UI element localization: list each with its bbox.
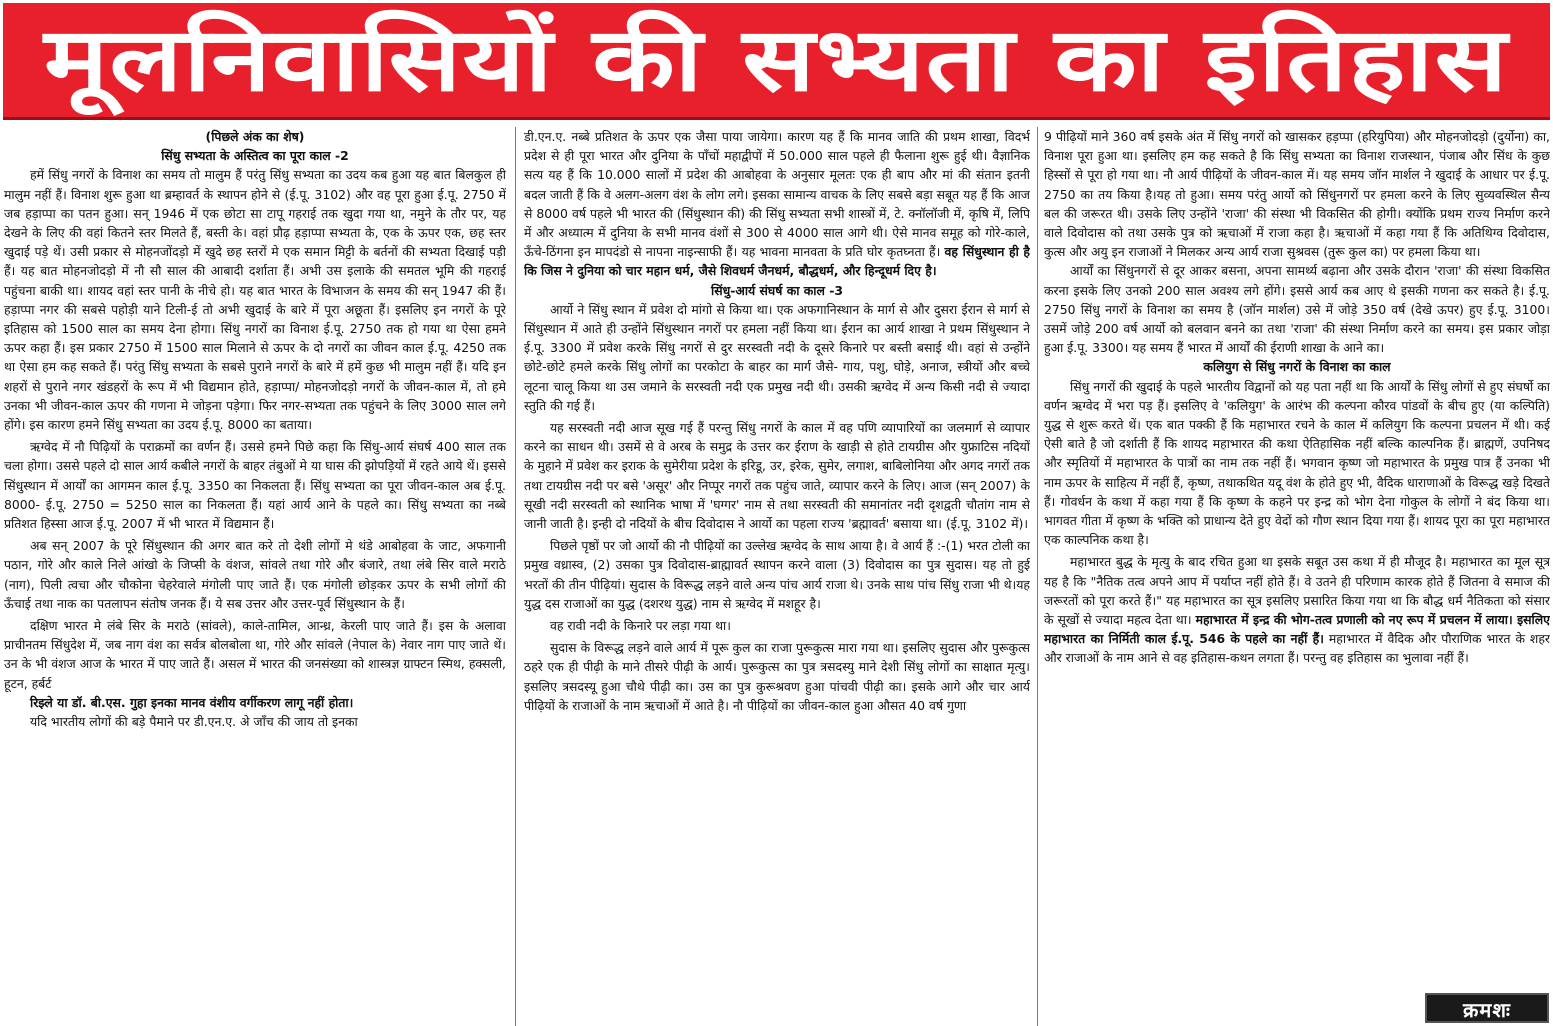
paragraph: अब सन् 2007 के पूरे सिंधुस्थान की अगर बात करे तो देशी लोगों मे थंडे आबोहवा के जाट, अफगानी पठान, गोरे और काले निले आंखो के जिप्सी के वंशज, सांवले तथा गोरे और बंजारे, तथा लंबे सिर वाले मराठे (नाग), पिली त्वचा और चौकोना चेहरेवाले मंगोली पाए जाते हैं। एक मंगोली छोड़कर ऊपर के सभी लोगों की ऊँचाई तथा नाक का पतलापन संतोष जनक हैं। ये सब उत्तर और उत्तर-पूर्व सिंधुस्थान के हैं। xyxy=(4,538,506,611)
paragraph: ऋग्वेद में नौ पिढ़ियों के पराक्रमों का वर्णन हैं। उससे हमने पिछे कहा कि सिंधु-आर्य संघर्ष 400 साल तक चला होगा। उससे पहले दो साल आर्य कबीले नगरों के बाहर तंबुओं मे या घास की झोपड़ियों में रहते आये थें। इससे सिंधुस्थान में आर्यों का आगमन काल ई.पू. 3350 का निकलता हैं। सिंधु सभ्यता का पूरा जीवन-काल अब ई.पू. 8000- ई.पू. 2750 = 5250 साल का निकलता हैं। यहां आर्य आने के पहले का। सिंधु सभ्यता का नब्बे प्रतिशत हिस्सा आज ई.पू. 2007 में भी भारत में विद्यमान हैं। xyxy=(4,439,506,532)
paragraph-text: महाभारत बुद्ध के मृत्यु के बाद रचित हुआ था इसके सबूत उस कथा में ही मौजूद है। महाभारत का मूल सूत्र यह है कि "नैतिक तत्व अपने आप में पर्याप्त नहीं होते हैं। वे उतने ही परिणाम कारक होते हैं जितना वे समाज की जरूरतों को पूरा करते हैं।" यह महाभारत का सूत्र इसलिए प्रसारित किया गया था कि बौद्ध धर्म नैतिकता को संसार के सूखों से ज्यादा महत्व देता था। xyxy=(1044,554,1550,628)
article-column-1 xyxy=(4,127,506,1026)
paragraph: 9 पीढ़ियों माने 360 वर्ष इसके अंत में सिंधु नगरों को खासकर हड़प्पा (हरियुपिया) और मोहनजोदड़ो (दुर्योना) का, विनाश पूरा हुआ था। इसलिए हम कह सकते है कि सिंधु सभ्यता का विनाश राजस्थान, पंजाब और सिंध के कुछ हिस्सों से पूरा हो गया था। नौ आर्य पीढ़ियों के जीवन-काल में। यह समय जॉन मार्शल ने खुदाई के आधार पर ई.पू. 2750 का तय किया है।यह तो हुआ। समय परंतु आर्यो को सिंधुनगरों पर हमला करने के लिए सुव्यवस्थिल सैन्य बल की जरूरत थी। उसके लिए उन्होंने 'राजा' की संस्था भी विकसित की होगी। क्योंकि प्रथम राज्य निर्माण करने वाले दिवोदास को तथा उसके पुत्र को ऋचाओं में राजा कहा है। ऋचाओं में कहा गया हैं कि अतिथिग्व दिवोदास, कुत्स और अयु इन राजाओं ने मिलकर अन्य आर्य राजा सुश्रवस (तुरू कुल का) पर हमला किया था। xyxy=(1044,129,1550,260)
paragraph: सिंधु नगरों की खुदाई के पहले भारतीय विद्वानों को यह पता नहीं था कि आर्यों के सिंधु लोगों से हुए संघर्षो का वर्णन ऋग्वेद में भरा पड़ हैं। इसलिए वे 'कलियुग' के आरंभ की कल्पना कौरव पांडवों के बीच हुए (या कल्पिति) युद्ध से शुरू करते थें। एक बात पक्की हैं कि महाभारत रचने के काल में कलियुग कि कल्पना प्रचलन में थी। कई ऐसी बाते है जो दर्शाती हैं कि शायद महाभारत की कथा ऐतिहासिक नहीं बल्कि काल्पनिक हैं। ब्राह्मणें, उपनिषद और स्मृतियों में महाभारत के पात्रों का नाम तक नहीं हैं। भगवान कृष्ण जो महाभारत के प्रमुख पात्र हैं उनका भी नाम ऊपर के साहित्य में नहीं हैं, कृष्ण, तथाकथित यदू वंश के होते हुए भी, वैदिक धाराणाओं के विरूद्ध खड़े दिखते हैं। गोवर्धन के कथा में कहा गया हैं कि कृष्ण के कहने पर इन्द्र को भोग देना गोकुल के लोगों ने बंद किया था। भागवत गीता में कृष्ण के भक्ति को प्राधान्य देते हुए वेदों को गौण स्थान दिया गया हैं। शायद पूरा का पूरा महाभारत एक काल्पनिक कथा है। xyxy=(1044,378,1550,548)
paragraph-text: महाभारत में वैदिक और पौराणिक भारत के शहर और राजाओं के नाम आने से वह इतिहास-कथन लगता हैं। परन्तु वह इतिहास का भुलावा नहीं हैं। xyxy=(1044,631,1550,666)
masthead-banner xyxy=(3,3,1550,120)
bold-statement: महाभारत में इन्द्र की भोग-तत्व प्रणाली को नए रूप में प्रचलन में लाया। इसलिए महाभारत का निर्मिती काल ई.पू. 546 के पहले का नहीं हैं। xyxy=(1044,612,1550,647)
paragraph-text: डी.एन.ए. नब्बे प्रतिशत के ऊपर एक जैसा पाया जायेगा। कारण यह हैं कि मानव जाति की प्रथम शाखा, विदर्भ प्रदेश से ही पूरा भारत और दुनिया के पाँचों महाद्वीपों में 50.000 साल पहले ही फैलाना शुरू हुई थी। वैज्ञानिक सत्य यह हैं कि 10.000 सालों में प्रदेश की आबोहवा के अनुसार मूलतः एक ही बाप और मां की संतान इतनी बदल जाती हैं कि वे अलग-अलग वंश के लोग लगे। इसका सामान्य वाचक के लिए सबसे बड़ा सबूत यह हैं कि आज से 8000 वर्ष पहले भी भारत की (सिंधुस्थान की) की सिंधु सभ्यता सभी शास्त्रों में, टे. क्नॉलॉजी में, कृषि में, लिपि में और अध्यात्म में दुनिया के सभी मानव वंशों से 300 से 4000 साल आगे थी। ऐसे मानव समूह को गोरे-काले, ऊँचे-ठिंगना इन मापदंडो से नापना नाइन्साफी हैं। यह भावना मानवता के प्रति घोर कृतघ्नता हैं। xyxy=(524,129,1030,260)
paragraph: यदि भारतीय लोगों की बड़े पैमाने पर डी.एन.ए. अे जाँच की जाय तो इनका xyxy=(30,714,358,730)
paragraph: आर्यों का सिंधुनगरों से दूर आकर बसना, अपना सामर्थ्य बढ़ाना और उसके दौरान 'राजा' की संस्था विकसित करना इसके लिए उनको 200 साल अवश्य लगे होंगे। इससे आर्य कब आए थे इसकी गणना कर सकते है। ई.पू. 2750 सिंधु नगरों के विनाश का समय है (जॉन मार्शल) उसे में जोड़े 350 वर्ष (देखे ऊपर) हुए ई.पू. 3100। उसमें जोड़े 200 वर्ष आर्यो को बलवान बनने का तथा 'राजा' की संस्था निर्माण करने का समय। इस प्रकार जोड़ा हुआ ई.पू. 3300। यह समय हैं भारत में आर्यों की ईराणी शाखा के आने का। xyxy=(1044,263,1550,356)
paragraph: आर्यो ने सिंधु स्थान में प्रवेश दो मांगो से किया था। एक अफगानिस्थान के मार्ग से और दुसरा ईरान से मार्ग से सिंधुस्थान में आते ही उन्होंने सिंधुस्थान नगरों पर हमला नहीं किया था। ईरान का आर्य शाखा ने प्रथम सिंधुस्थान ने ई.पू. 3300 में प्रवेश करके सिंधु नगरों से दुर सरस्वती नदी के दूसरे किनारे पर बस्ती बसाई थी। वहां से उन्होंने छोटे-छोटे हमले करके सिंधु लोगों का परकोटा के बाहर का मार्ग जैसे- गाय, पशु, घोड़े, अनाज, स्त्रीयों और बच्चे लूटना चालू किया था उस जमाने के सरस्वती नदी एक प्रमुख नदी थी। उसकी ऋग्वेद में अन्य किसी नदी से ज्यादा स्तुति की गई हैं। xyxy=(524,301,1030,413)
article-column-3 xyxy=(1044,127,1550,1026)
article-column-2 xyxy=(524,127,1030,1026)
paragraph xyxy=(524,127,1030,281)
paragraph: यह सरस्वती नदी आज सूख गई हैं परन्तु सिंधु नगरों के काल में वह पणि व्यापारियों का जलमार्ग से व्यापार करने का साधन थी। उसमें से वे अरब के समुद्र के उत्तर कर ईराण के खाड़ी से होते टायग्रीस और युफ्राटिस नदियों के मुहाने में प्रवेश कर इराक के सुमेरीया प्रदेश के इरिडू, उर, इरेक, सुमेर, लगाश, बाबिलोनिया और अगद नगरों तक तथा टायग्रीस नदी पर बसे 'असूर' और निप्पूर नगरों तक पहुंच जाते, व्यापार करने के लिए। आज (सन् 2007) के सूखी नदी सरस्वती को स्थानिक भाषा में 'घग्गर' नाम से तथा सरस्वती की समानांतर नदी दृशद्वती चौतांग नाम से जानी जाती है। इन्ही दो नदियों के बीच दिवोदास ने आर्यो का पहला राज्य 'ब्रह्मावर्त' बसाया था। (ई.पू. 3102 में)। xyxy=(524,420,1030,532)
continued-from-note: (पिछले अंक का शेष) xyxy=(205,129,305,144)
continued-badge: क्रमशः xyxy=(1425,993,1549,1023)
paragraph: सुदास के विरूद्ध लड़ने वाले आर्य में पूरू कुल का राजा पुरूकुत्स मारा गया था। इसलिए सुदास और पुरूकुत्स ठहरे एक ही पीढ़ी के माने तीसरे पीढ़ी के आर्य। पुरूकुत्स का पुत्र त्रसदस्यु माने देशी सिंधु लोगों का साक्षात मृत्यु। इसलिए त्रसदस्यू हुआ चौथे पीढ़ी का। उस का पुत्र कुरूश्रवण हुआ पांचवी पीढ़ी का। इसके आगे और चार आर्य पीढ़ियों के राजाओं के नाम ऋचाओं में आते है। नौ पीढ़ियों का जीवन-काल हुआ औसत 40 वर्ष गुणा xyxy=(524,640,1030,713)
section-heading: कलियुग से सिंधु नगरों के विनाश का काल xyxy=(1203,359,1391,375)
section-heading: सिंधु-आर्य संघर्ष का काल -3 xyxy=(711,282,843,298)
paragraph: हमें सिंधु नगरों के विनाश का समय तो मालुम हैं परंतु सिंधु सभ्यता का उदय कब हुआ यह बात बिलकुल ही मालुम नहीं हैं। विनाश शुरू हुआ था ब्रम्हावर्त के स्थापन होने से (ई.पू. 3102) और वह पूरा हुआ ई.पू. 2750 में जब हड़ाप्पा का पतन हुआ। सन् 1946 में एक छोटा सा टापू गहराई तक खुदा गया था, नमुने के तौर पर, यह देखने के लिए की वहां कितने स्तर मिलते हैं, बस्ती के। वहां प्रौढ़ हड़ाप्पा सभ्यता के, एक के ऊपर एक, छह स्तर खुदाई पड़े थें। उसी प्रकार से मोहनजोंदड़ो में खुदे छह स्तरों मे एक समान मिट्टी के बर्तनों की सभ्यता दिखाई पड़ी हैं। यह बात मोहनजोदड़ो में नौ सौ साल की आबादी दर्शाता हैं। अभी उस इलाके की समतल भूमि की गहराई पहुंचना बाकी था। शायद वहां स्तर पानी के नीचे हो। यह बात भारत के विभाजन के समय की सन् 1947 की हैं। हड़ाप्पा नगर की सबसे पहोड़ी याने टिली-ई तो अभी खुदाई के बारे में पूरा अछूता हैं। इसलिए इन नगरों के पूरे इतिहास को 1500 साल का समय देना होगा। सिंधु नगरों का विनाश ई.पू. 2750 तक हो गया था ऐसा हमने ऊपर कहा हैं। इस प्रकार 2750 में 1500 साल मिलाने से ऊपर के दो नगरों का जीवन काल ई.पू. 4250 तक था ऐसा हम कह सकते हैं। परंतु सिंधु सभ्यता के सबसे पुराने नगरों के बारे में हमें कुछ भी मालुम नहीं हैं। यदि इन शहरों से पुराने नगर खंडहरों के रूप में भी विद्यमान होते, हड़ाप्पा/ मोहनजोदड़ो नगरों के जीवन-काल में, तो हमे उनका भी जीवन-काल ऊपर की गणना मे जोड़ना पड़ेगा। फिर नगर-सभ्यता तक पहुंचने के लिए 3000 साल लगे होंगे। इस कारण हमने सिंधु सभ्यता का उदय ई.पू. 8000 का बताया। xyxy=(4,167,506,433)
paragraph: पिछले पृष्ठों पर जो आर्यो की नौ पीढ़ियों का उल्लेख ऋग्वेद के साथ आया है। वे आर्य हैं :-(1) भरत टोली का प्रमुख वध्रास्व, (2) उसका पुत्र दिवोदास-ब्राह्मावर्त स्थापन करने वाला (3) दिवोदास का पुत्र सुदास। यह तो हुई भरतों की तीन पीढ़ियां। सुदास के विरूद्ध लड़ने वाले अन्य पांच आर्य राजा थे। उनके साथ पांच सिंधु राजा भी थे।यह युद्ध दस राजाओं का युद्ध (दशरथ युद्ध) नाम से ऋग्वेद में मशहूर है। xyxy=(524,538,1030,611)
section-heading: सिंधु सभ्यता के अस्तित्व का पूरा काल -2 xyxy=(161,148,349,164)
paragraph: वह रावी नदी के किनारे पर लड़ा गया था। xyxy=(550,618,731,634)
column-divider xyxy=(1037,127,1038,1026)
paragraph: दक्षिण भारत मे लंबे सिर के मराठे (सांवले), काले-तामिल, आन्ध्र, केरली पाए जाते हैं। इस के अलावा प्राचीनतम सिंधुदेश में, जब नाग वंश का सर्वत्र बोलबोला था, गोरे और सांवले (नेपाल के) नेवार नाग पाए जाते थें। उन के भी वंशज आज के भारत में पाए जाते हैं। असल में भारत की जनसंख्या को शास्त्रज्ञ ग्राफ्टन स्मिथ, हक्सली, हूटन, हर्बर्ट xyxy=(4,618,506,691)
column-divider xyxy=(515,127,516,1026)
paragraph xyxy=(1044,552,1550,667)
article-title: मूलनिवासियों की सभ्यता का इतिहास xyxy=(44,8,1509,111)
bold-paragraph: रिझ्ले या डॉ. बी.एस. गुहा इनका मानव वंशीय वर्गीकरण लागू नहीं होता। xyxy=(30,694,354,710)
bold-statement: वह सिंधुस्थान ही है कि जिस ने दुनिया को चार महान धर्म, जैसे शिवधर्म जैनधर्म, बौद्धधर्म, और हिन्दूधर्म दिए है। xyxy=(524,244,1030,279)
